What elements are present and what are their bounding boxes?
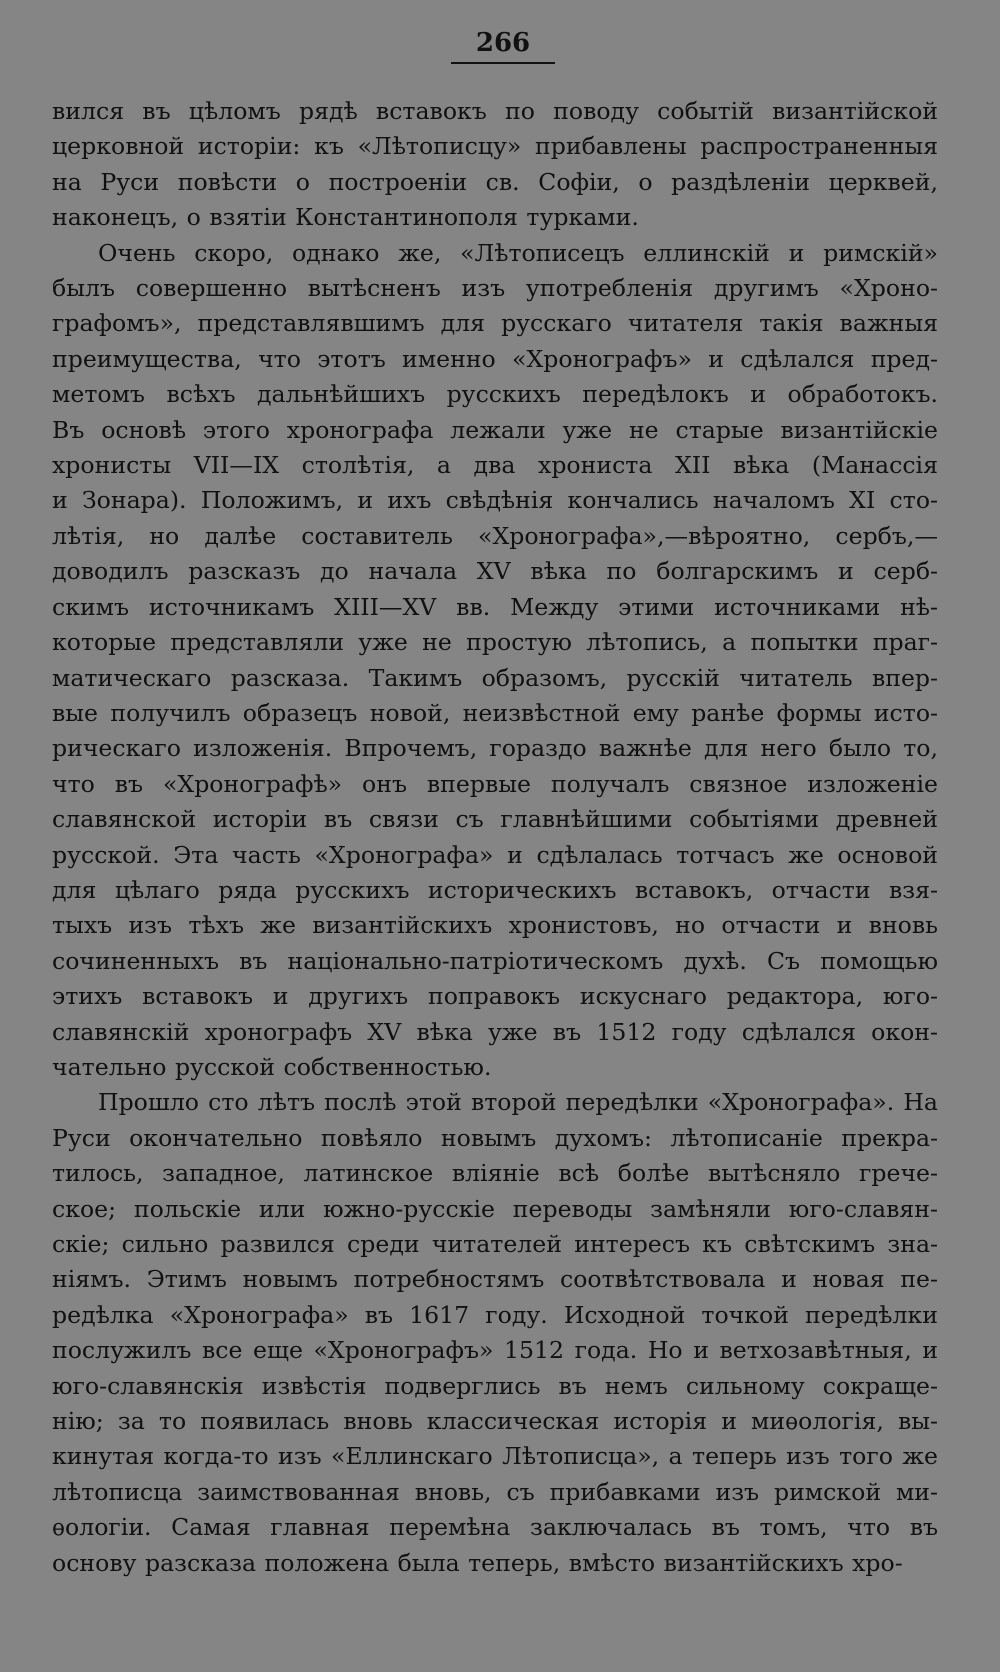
text-line: Прошло сто лѣтъ послѣ этой второй передѣлки «Хронографа». На [98, 1088, 938, 1117]
text-line: лѣтія, но далѣе составитель «Хронографа»,—вѣроятно, сербъ,— [52, 521, 938, 550]
text-line: что въ «Хронографѣ» онъ впервые получалъ связное изложеніе [52, 769, 938, 798]
text-line: лѣтописца заимствованная вновь, съ прибавками изъ римской ми- [52, 1477, 938, 1506]
text-line: хронисты VII—IX столѣтія, а два хрониста XII вѣка (Манассія [52, 451, 938, 480]
text-line: вые получилъ образецъ новой, неизвѣстной ему ранѣе формы исто- [52, 698, 938, 727]
text-line: редѣлка «Хронографа» въ 1617 году. Исходной точкой передѣлки [52, 1300, 938, 1329]
text-line: былъ совершенно вытѣсненъ изъ употребленія другимъ «Хроно- [52, 274, 938, 303]
text-line: кинутая когда-то изъ «Еллинскаго Лѣтописца», а теперь изъ того же [52, 1442, 938, 1471]
text-line: славянской исторіи въ связи съ главнѣйшими событіями древней [52, 805, 938, 834]
text-line: на Руси повѣсти о построеніи св. Софіи, о раздѣленіи церквей, [52, 167, 938, 196]
text-line: этихъ вставокъ и другихъ поправокъ искуснаго редактора, юго- [52, 982, 938, 1011]
text-line: которые представляли уже не простую лѣтопись, а попытки праг- [52, 628, 938, 657]
text-line: матическаго разсказа. Такимъ образомъ, русскій читатель впер- [52, 663, 938, 692]
text-line: доводилъ разсказъ до начала XV вѣка по болгарскимъ и серб- [52, 557, 938, 586]
text-line: скіе; сильно развился среди читателей интересъ къ свѣтскимъ зна- [52, 1230, 938, 1258]
text-line: графомъ», представлявшимъ для русскаго читателя такія важныя [52, 309, 938, 338]
text-line: ское; польскіе или южно-русскіе переводы замѣняли юго-славян- [52, 1194, 938, 1223]
text-line: юго-славянскія извѣстія подверглись въ немъ сильному сокраще- [52, 1371, 938, 1400]
text-line: чательно русской собственностью. [52, 1052, 492, 1081]
paragraph [52, 1085, 938, 1581]
text-body [52, 94, 938, 1581]
paragraph [52, 236, 938, 1086]
text-line: Въ основѣ этого хронографа лежали уже не старые византійскіе [52, 415, 938, 444]
text-line: вился въ цѣломъ рядѣ вставокъ по поводу событій византійской [52, 97, 938, 125]
text-line: Очень скоро, однако же, «Лѣтописецъ еллинскій и римскій» [98, 238, 938, 267]
text-line: ніямъ. Этимъ новымъ потребностямъ соотвѣтствовала и новая пе- [52, 1265, 938, 1294]
text-line: Руси окончательно повѣяло новымъ духомъ: лѣтописаніе прекра- [52, 1123, 938, 1152]
page-number: 266 [475, 28, 531, 58]
text-line: сочиненныхъ въ національно-патріотическомъ духѣ. Съ помощью [52, 946, 938, 975]
text-line: нію; за то появилась вновь классическая исторія и миѳологія, вы- [52, 1407, 938, 1436]
text-line: скимъ источникамъ XIII—XV вв. Между этими источниками нѣ- [52, 592, 938, 621]
text-line: послужилъ все еще «Хронографъ» 1512 года. Но и ветхозавѣтныя, и [52, 1336, 938, 1365]
text-line: церковной исторіи: къ «Лѣтописцу» прибавлены распространенныя [52, 132, 938, 161]
text-line: тилось, западное, латинское вліяніе всѣ болѣе вытѣсняло грече- [52, 1159, 938, 1188]
text-line: метомъ всѣхъ дальнѣйшихъ русскихъ передѣлокъ и обработокъ. [52, 380, 938, 409]
text-line: основу разсказа положена была теперь, вмѣсто византійскихъ хро- [52, 1548, 903, 1577]
text-line: русской. Эта часть «Хронографа» и сдѣлалась тотчасъ же основой [52, 840, 938, 869]
text-line: ѳологіи. Самая главная перемѣна заключалась въ томъ, что въ [52, 1513, 938, 1542]
paragraph [52, 94, 938, 236]
text-line: славянскій хронографъ XV вѣка уже въ 1512 году сдѣлался окон- [52, 1017, 938, 1046]
text-line: преимущества, что этотъ именно «Хронографъ» и сдѣлался пред- [52, 344, 938, 373]
text-line: наконецъ, о взятіи Константинополя турками. [52, 203, 639, 232]
page-number-rule [451, 62, 555, 64]
text-line: рическаго изложенія. Впрочемъ, гораздо важнѣе для него было то, [52, 734, 938, 763]
text-line: и Зонара). Положимъ, и ихъ свѣдѣнія кончались началомъ XI сто- [52, 486, 938, 515]
text-line: для цѣлаго ряда русскихъ историческихъ вставокъ, отчасти взя- [52, 875, 938, 904]
text-line: тыхъ изъ тѣхъ же византійскихъ хронистовъ, но отчасти и вновь [52, 911, 938, 940]
